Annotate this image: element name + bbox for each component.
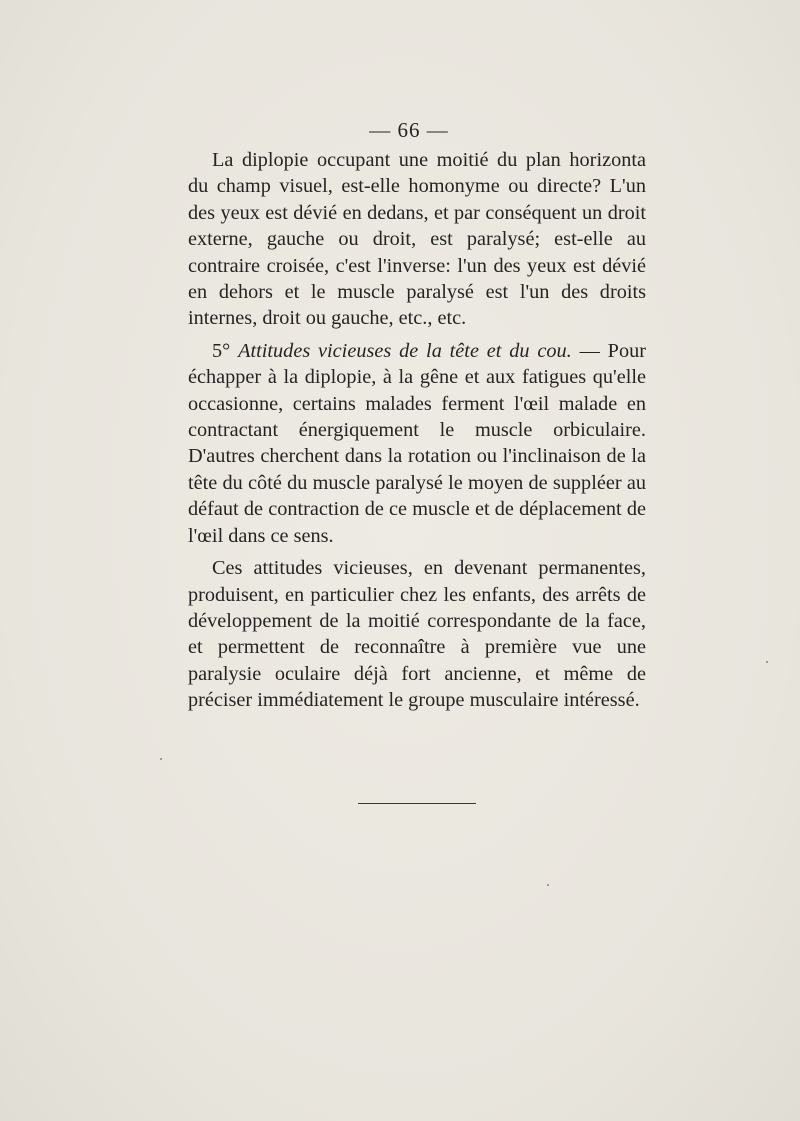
end-rule	[358, 803, 476, 804]
section-heading: Attitudes vicieuses de la tête et du cou.	[238, 339, 572, 362]
paper-speck	[547, 884, 549, 886]
paragraph-attitudes-text: — Pour échapper à la diplopie, à la gêne et aux fatigues qu'elle occasionne, certains malades ferment l'œil malade en contractant énergiquement le muscle orbiculaire. D'autres cherchent dans la rotation ou l'inclinaison de la tête du côté du muscle paralysé le moyen de suppléer au défaut de contraction de ce muscle et de déplacement de l'œil dans ce sens.	[188, 339, 646, 547]
paragraph-attitudes	[188, 338, 646, 549]
paper-speck	[766, 661, 768, 663]
paper-speck	[160, 758, 162, 760]
body-text	[188, 147, 646, 714]
paragraph-diplopie: La diplopie occupant une moitié du plan horizonta du champ visuel, est-elle homonyme ou directe? L'un des yeux est dévié en dedans, et par conséquent un droit externe, gauche ou droit, est paralysé; est-elle au contraire croisée, c'est l'inverse: l'un des yeux est dévié en dehors et le muscle paralysé est l'un des droits internes, droit ou gauche, etc., etc.	[188, 149, 646, 330]
page-number: — 66 —	[369, 118, 449, 142]
section-number: 5°	[212, 339, 231, 362]
paragraph-consequences: Ces attitudes vicieuses, en devenant permanentes, produisent, en particulier chez les enfants, des arrêts de développement de la moitié correspondante de la face, et permettent de reconnaître à première vue une paralysie oculaire déjà fort ancienne, et même de préciser immédiatement le groupe musculaire intéressé.	[188, 557, 646, 712]
